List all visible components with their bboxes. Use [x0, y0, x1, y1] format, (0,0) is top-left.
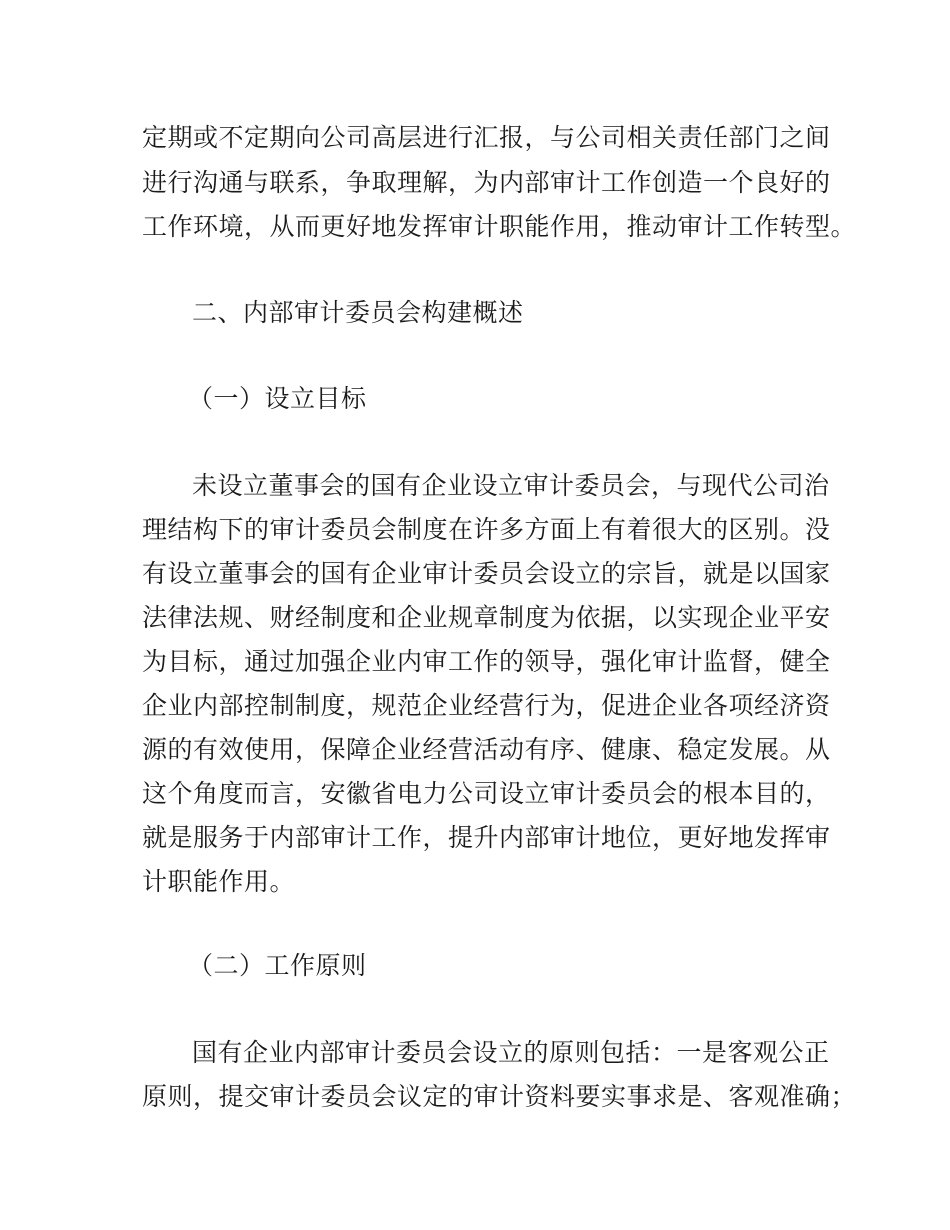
paragraph-line: 这个角度而言，安徽省电力公司设立审计委员会的根本目的， [142, 779, 831, 808]
subsection-heading: （二）工作原则 [188, 951, 367, 980]
paragraph-line: 计职能作用。 [142, 867, 296, 896]
paragraph-line: 为目标，通过加强企业内审工作的领导，强化审计监督，健全 [142, 647, 831, 676]
paragraph-line: 法律法规、财经制度和企业规章制度为依据，以实现企业平安 [142, 603, 831, 632]
paragraph-line: 理结构下的审计委员会制度在许多方面上有着很大的区别。没 [142, 515, 831, 544]
paragraph-line: 源的有效使用，保障企业经营活动有序、健康、稳定发展。从 [142, 735, 831, 764]
paragraph-line: 就是服务于内部审计工作，提升内部审计地位，更好地发挥审 [142, 823, 831, 852]
paragraph-line: 进行沟通与联系，争取理解，为内部审计工作创造一个良好的 [142, 168, 831, 197]
paragraph-line: 国有企业内部审计委员会设立的原则包括：一是客观公正 [192, 1038, 830, 1067]
paragraph-line: 原则，提交审计委员会议定的审计资料要实事求是、客观准确； [142, 1082, 857, 1111]
paragraph-line: 有设立董事会的国有企业审计委员会设立的宗旨，就是以国家 [142, 559, 831, 588]
paragraph-line: 未设立董事会的国有企业设立审计委员会，与现代公司治 [192, 471, 830, 500]
section-heading: 二、内部审计委员会构建概述 [192, 298, 524, 327]
paragraph-line: 工作环境，从而更好地发挥审计职能作用，推动审计工作转型。 [142, 212, 857, 241]
subsection-heading: （一）设立目标 [188, 384, 367, 413]
paragraph-line: 定期或不定期向公司高层进行汇报，与公司相关责任部门之间 [142, 123, 831, 152]
paragraph-line: 企业内部控制制度，规范企业经营行为，促进企业各项经济资 [142, 691, 831, 720]
